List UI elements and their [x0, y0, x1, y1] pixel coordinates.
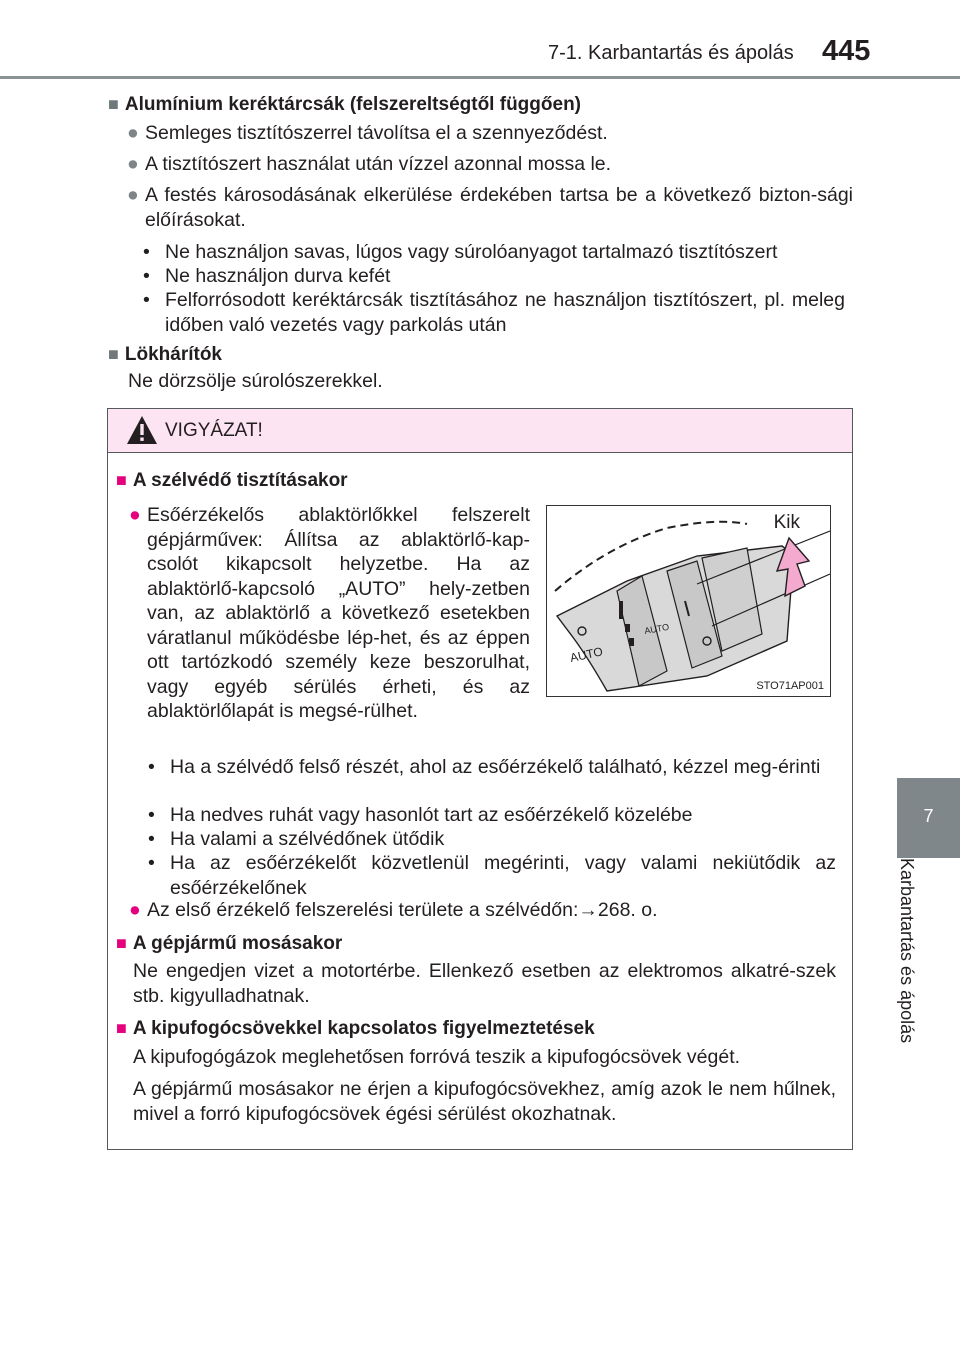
bumper-text: Ne dörzsölje súrolószerekkel.	[128, 370, 383, 392]
wiper-switch-illustration	[547, 506, 830, 696]
alu-bullet-2: ● A tisztítószert használat után vízzel azonnal mossa le.	[127, 153, 612, 175]
figure-kik-label: Kik	[773, 512, 800, 533]
circle-bullet-icon: ●	[127, 184, 139, 206]
square-bullet-icon: ■	[116, 470, 127, 490]
wash-text: Ne engedjen vizet a motortérbe. Ellenkező esetben az elektromos alkatré-szek stb. kigyulladhatnak.	[133, 960, 836, 1007]
alu-sub-3: • Felforrósodott keréktárcsák tisztításához ne használjon tisztítószert, pl. meleg időben való vezetés vagy parkolás után	[143, 289, 845, 336]
exhaust-text-1: A kipufogógázok meglehetősen forróvá teszik a kipufogócsövek végét.	[133, 1046, 741, 1068]
windshield-sub-4: • Ha az esőérzékelőt közvetlenül megérinti, vagy valami nekiütődik az esőérzékelőnek	[148, 852, 836, 899]
windshield-sub-2: • Ha nedves ruhát vagy hasonlót tart az esőérzékelő közelébe	[148, 804, 693, 826]
windshield-sub-1: • Ha a szélvédő felső részét, ahol az esőérzékelő található, kézzel meg-érinti	[148, 756, 821, 778]
figure-code: STO71AP001	[756, 680, 824, 692]
alu-bullet-3: ● A festés károsodásának elkerülése érdekében tartsa be a következő bizton-sági előírásokat.	[127, 184, 853, 231]
circle-bullet-icon: ●	[127, 122, 139, 144]
section-title: 7-1. Karbantartás és ápolás	[548, 42, 794, 64]
wiper-switch-figure	[546, 505, 831, 697]
heading-exhaust: ■ A kipufogócsövekkel kapcsolatos figyelmeztetések	[116, 1018, 595, 1039]
warning-triangle-icon	[126, 415, 158, 445]
chapter-side-label	[897, 858, 960, 1158]
windshield-sub-3: • Ha valami a szélvédőnek ütődik	[148, 828, 445, 850]
circle-bullet-icon: ●	[129, 899, 141, 921]
alu-sub-2: • Ne használjon durva kefét	[143, 265, 391, 287]
chapter-tab[interactable]	[897, 778, 960, 858]
circle-bullet-icon: ●	[129, 504, 141, 526]
square-bullet-icon: ■	[108, 344, 119, 364]
auto-mark-small: AUTO	[643, 621, 670, 636]
windshield-bullet-1: ● Esőérzékelős ablaktörlőkkel felszerelt gépjárműveк: Állítsa az ablaktörlő-kap-csolót kikapcsolt helyzetbe. Ha az ablaktörlő-kapcsoló „AUTO” hely-zetben van, az ablaktörlő a következő esetekben váratlanul működésbe lép-het, és az éppen ott tartózkodó személy keze beszorulhat, vagy egyéb sérülés érheti, és az ablaktörlőlapát is megsé-rülhet.	[129, 504, 530, 722]
auto-mark: AUTO	[568, 644, 605, 665]
square-bullet-icon: ■	[116, 933, 127, 953]
heading-windshield: ■ A szélvédő tisztításakor	[116, 470, 348, 491]
caution-header	[108, 409, 852, 453]
heading-wash: ■ A gépjármű mosásakor	[116, 933, 343, 954]
caution-label: VIGYÁZAT!	[165, 420, 263, 441]
circle-bullet-icon: ●	[127, 153, 139, 175]
square-bullet-icon: ■	[108, 94, 119, 114]
page-number: 445	[822, 35, 871, 67]
chapter-title: Karbantartás és ápolás	[896, 858, 917, 1044]
exhaust-text-2: A gépjármű mosásakor ne érjen a kipufogócsövekhez, amíg azok le nem hűlnek, mivel a forró kipufogócsövek égési sérülést okozhatnak.	[133, 1078, 836, 1125]
heading-bumper: ■ Lökhárítók	[108, 344, 222, 365]
alu-sub-1: • Ne használjon savas, lúgos vagy súrolóanyagot tartalmazó tisztítószert	[143, 241, 778, 263]
square-bullet-icon: ■	[116, 1018, 127, 1038]
windshield-bullet-2: ● Az első érzékelő felszerelési területe a szélvédőn:→268. o.	[129, 899, 658, 921]
heading-alu: ■ Alumínium keréktárcsák (felszereltségtől függően)	[108, 94, 581, 115]
alu-bullet-1: ● Semleges tisztítószerrel távolítsa el a szennyeződést.	[127, 122, 608, 144]
chapter-number: 7	[923, 806, 934, 826]
